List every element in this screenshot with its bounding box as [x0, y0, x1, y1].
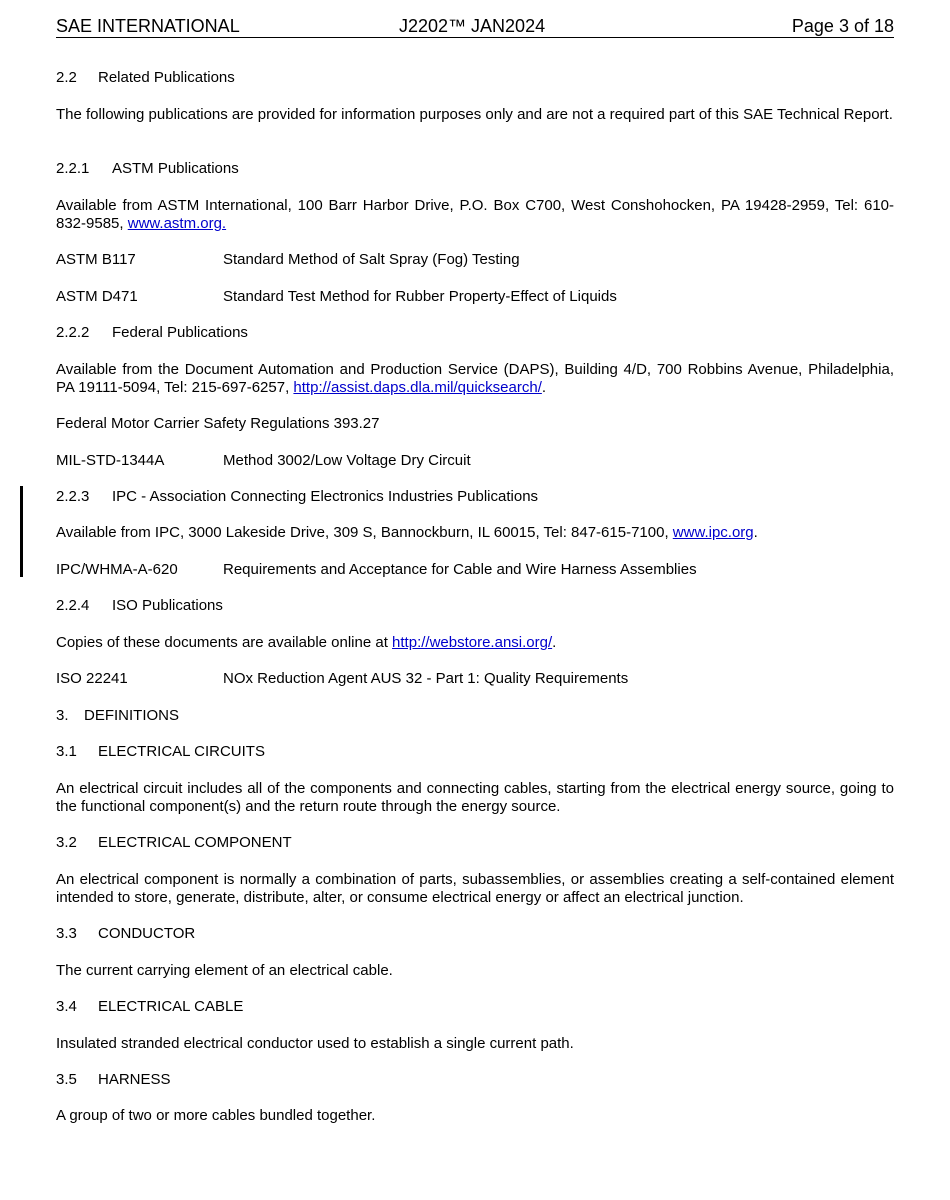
reference-row: MIL-STD-1344A Method 3002/Low Voltage Dry Circuit [56, 452, 471, 469]
heading-3: 3. DEFINITIONS [56, 707, 180, 724]
paragraph-astm-availability: Available from ASTM International, 100 Barr Harbor Drive, P.O. Box C700, West Conshohocken, PA 19428-2959, Tel: 610-832-9585, www.astm.org. [56, 197, 894, 232]
header-page-number: Page 3 of 18 [791, 16, 894, 36]
reference-row: ASTM B117 Standard Method of Salt Spray (Fog) Testing [56, 251, 520, 268]
ipc-link[interactable]: www.ipc.org [672, 524, 754, 541]
header-doc-id: J2202™ JAN2024 [399, 16, 546, 36]
paragraph-3-1: An electrical circuit includes all of the components and connecting cables, starting from the electrical energy source, going to the functional component(s) and the return route through the energy source. [56, 780, 894, 815]
paragraph-3-4: Insulated stranded electrical conductor used to establish a single current path. [56, 1035, 574, 1052]
paragraph-2-2: The following publications are provided for information purposes only and are not a required part of this SAE Technical Report. [56, 106, 893, 123]
heading-3-2: 3.2 ELECTRICAL COMPONENT [56, 834, 292, 851]
page-header [56, 15, 894, 38]
paragraph-ansi-availability: Copies of these documents are available online at http://webstore.ansi.org/. [56, 634, 557, 651]
paragraph-fmcsr: Federal Motor Carrier Safety Regulations 393.27 [56, 415, 380, 432]
paragraph-3-3: The current carrying element of an electrical cable. [56, 962, 393, 979]
reference-row: IPC/WHMA-A-620 Requirements and Acceptance for Cable and Wire Harness Assemblies [56, 561, 697, 578]
header-org: SAE INTERNATIONAL [56, 16, 240, 36]
heading-2-2-1: 2.2.1 ASTM Publications [56, 160, 239, 177]
heading-2-2-4: 2.2.4 ISO Publications [56, 597, 223, 614]
paragraph-3-2: An electrical component is normally a combination of parts, subassemblies, or assemblies creating a self-contained element intended to store, generate, distribute, alter, or consume electrical energy or affect an electrical junction. [56, 871, 894, 906]
daps-link[interactable]: http://assist.daps.dla.mil/quicksearch/ [293, 379, 542, 396]
heading-3-5: 3.5 HARNESS [56, 1071, 171, 1088]
ansi-link[interactable]: http://webstore.ansi.org/ [392, 634, 553, 651]
paragraph-ipc-availability: Available from IPC, 3000 Lakeside Drive, 309 S, Bannockburn, IL 60015, Tel: 847-615-7100, www.ipc.org. [56, 524, 758, 541]
astm-link[interactable]: www.astm.org. [127, 215, 227, 232]
revision-bar [20, 486, 23, 577]
paragraph-daps-availability: Available from the Document Automation and Production Service (DAPS), Building 4/D, 700 Robbins Avenue, Philadelphia, PA 19111-5094, Tel: 215-697-6257, http://assist.daps.dla.mil/quicksearch/. [56, 361, 894, 396]
reference-row: ISO 22241 NOx Reduction Agent AUS 32 - Part 1: Quality Requirements [56, 670, 629, 687]
heading-2-2-3: 2.2.3 IPC - Association Connecting Electronics Industries Publications [56, 488, 539, 505]
paragraph-3-5: A group of two or more cables bundled together. [56, 1107, 376, 1124]
heading-3-1: 3.1 ELECTRICAL CIRCUITS [56, 743, 265, 760]
heading-2-2: 2.2 Related Publications [56, 69, 235, 86]
reference-row: ASTM D471 Standard Test Method for Rubber Property-Effect of Liquids [56, 288, 617, 305]
heading-3-3: 3.3 CONDUCTOR [56, 925, 196, 942]
heading-3-4: 3.4 ELECTRICAL CABLE [56, 998, 244, 1015]
heading-2-2-2: 2.2.2 Federal Publications [56, 324, 248, 341]
